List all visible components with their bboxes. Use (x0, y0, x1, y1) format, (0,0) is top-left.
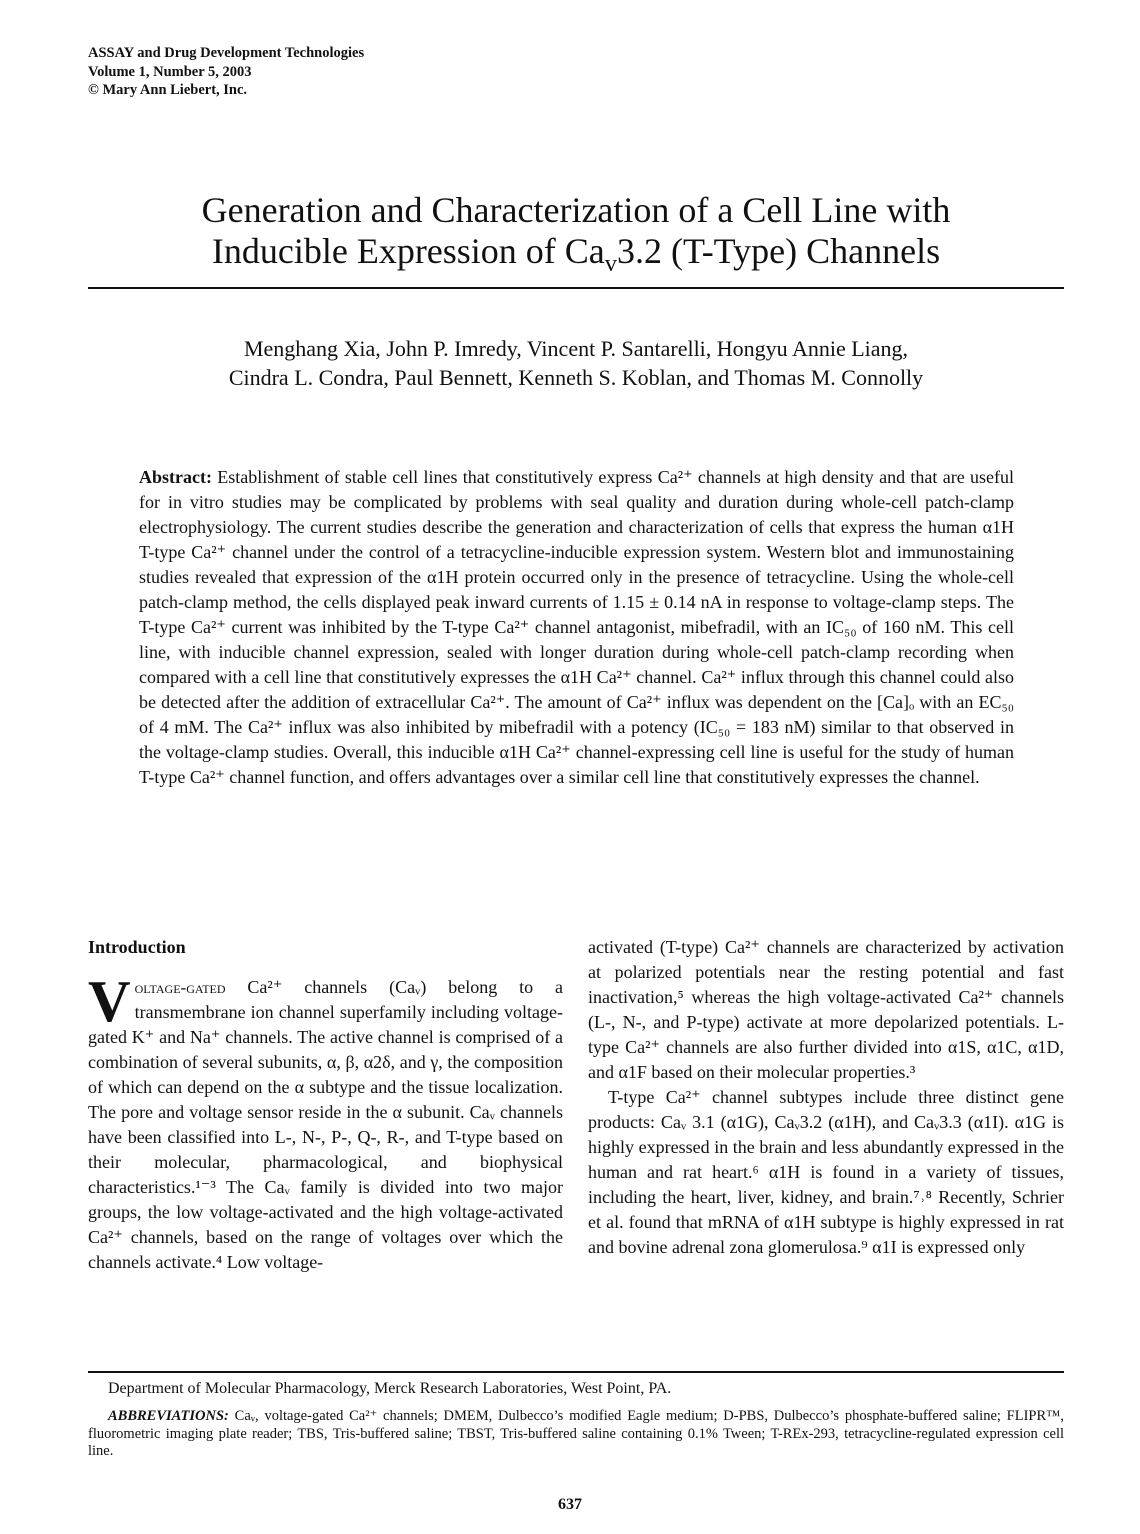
footnote-divider (88, 1371, 1064, 1373)
intro-paragraph-1 (88, 968, 563, 1275)
title-line-2-pre: Inducible Expression of Ca (211, 231, 605, 271)
drop-cap: V (88, 968, 131, 1034)
abbreviations-text: Caᵥ, voltage-gated Ca²⁺ channels; DMEM, Dulbecco’s modified Eagle medium; D-PBS, Dulbecco’s phosphate-buffered saline; FLIPR™, fluorometric imaging plate reader; TBS, Tris-buffered saline; TBST, Tris-buffered saline containing 0.1% Tween; T-REx-293, tetracycline-regulated expression cell line. (88, 1408, 1065, 1459)
intro-smallcaps-lead: oltage-gated (134, 978, 226, 997)
intro-paragraph-2: T-type Ca²⁺ channel subtypes include three distinct gene products: Caᵥ 3.1 (α1G), Caᵥ3.2 (α1H), and Caᵥ3.3 (α1I). α1G is highly expressed in the brain and less abundantly expressed in the human and rat heart.⁶ α1H is found in a variety of tissues, including the heart, liver, kidney, and brain.⁷˒⁸ Recently, Schrier et al. found that mRNA of α1H subtype is highly expressed in rat and bovine adrenal zona glomerulosa.⁹ α1I is expressed only (588, 1087, 1064, 1257)
authors-line-2: Cindra L. Condra, Paul Bennett, Kenneth S. Koblan, and Thomas M. Connolly (228, 365, 924, 390)
abstract (139, 465, 1014, 790)
journal-volume: Volume 1, Number 5, 2003 (88, 63, 252, 80)
abbreviations-footnote (88, 1408, 1064, 1461)
right-column (588, 935, 1064, 1260)
abstract-label: Abstract: (139, 467, 212, 487)
section-heading-introduction: Introduction (88, 937, 186, 957)
journal-header (88, 44, 364, 100)
title-line-2-post: 3.2 (T-Type) Channels (617, 231, 941, 271)
left-column (88, 935, 563, 1275)
journal-publisher: © Mary Ann Liebert, Inc. (88, 82, 248, 98)
authors-line-1: Menghang Xia, John P. Imredy, Vincent P. Santarelli, Hongyu Annie Liang, (243, 336, 909, 361)
abstract-text: Establishment of stable cell lines that constitutively express Ca²⁺ channels at high density and that are useful for in vitro studies may be complicated by problems with seal quality and duration during whole-cell patch-clamp electrophysiology. The current studies describe the generation and characterization of cells that express the human α1H T-type Ca²⁺ channel under the control of a tetracycline-inducible expression system. Western blot and immunostaining studies revealed that expression of the α1H protein occurred only in the presence of tetracycline. Using the whole-cell patch-clamp method, the cells displayed peak inward currents of 1.15 ± 0.14 nA in response to voltage-clamp steps. The T-type Ca²⁺ current was inhibited by the T-type Ca²⁺ channel antagonist, mibefradil, with an IC₅₀ of 160 nM. This cell line, with inducible channel expression, sealed with longer duration during whole-cell patch-clamp recording when compared with a cell line that constitutively expresses the α1H Ca²⁺ channel. Ca²⁺ influx through this channel could also be detected after the addition of extracellular Ca²⁺. The amount of Ca²⁺ influx was dependent on the [Ca]ₒ with an EC₅₀ of 4 mM. The Ca²⁺ influx was also inhibited by mibefradil with a potency (IC₅₀ = 183 nM) similar to that observed in the voltage-clamp studies. Overall, this inducible α1H Ca²⁺ channel-expressing cell line is useful for the study of human T-type Ca²⁺ channel function, and offers advantages over a similar cell line that constitutively expresses the channel. (139, 467, 1014, 787)
article-title (88, 190, 1064, 278)
title-line-2-sub: v (604, 250, 618, 278)
page-number: 637 (558, 1496, 582, 1513)
author-list (88, 334, 1064, 392)
abbreviations-label: ABBREVIATIONS: (108, 1408, 229, 1424)
journal-name: ASSAY and Drug Development Technologies (88, 45, 365, 61)
title-divider (88, 287, 1064, 289)
intro-paragraph-1-continued: activated (T-type) Ca²⁺ channels are characterized by activation at polarized potentials near the resting potential and fast inactivation,⁵ whereas the high voltage-activated Ca²⁺ channels (L-, N-, and P-type) activate at more depolarized potentials. L-type Ca²⁺ channels are also further divided into α1S, α1C, α1D, and α1F based on their molecular properties.³ (588, 937, 1064, 1082)
title-line-1: Generation and Characterization of a Cell Line with (201, 190, 951, 230)
title-line-2 (88, 231, 1064, 278)
intro-paragraph-1-text: Ca²⁺ channels (Caᵥ) belong to a transmembrane ion channel superfamily including voltage-gated K⁺ and Na⁺ channels. The active channel is comprised of a combination of several subunits, α, β, α2δ, and γ, the composition of which can depend on the α subtype and the tissue localization. The pore and voltage sensor reside in the α subunit. Caᵥ channels have been classified into L-, N-, P-, Q-, R-, and T-type based on their molecular, pharmacological, and biophysical characteristics.¹⁻³ The Caᵥ family is divided into two major groups, the low voltage-activated and the high voltage-activated Ca²⁺ channels, based on the range of voltages over which the channels activate.⁴ Low voltage- (88, 977, 563, 1272)
affiliation-footnote: Department of Molecular Pharmacology, Merck Research Laboratories, West Point, PA. (108, 1380, 672, 1397)
